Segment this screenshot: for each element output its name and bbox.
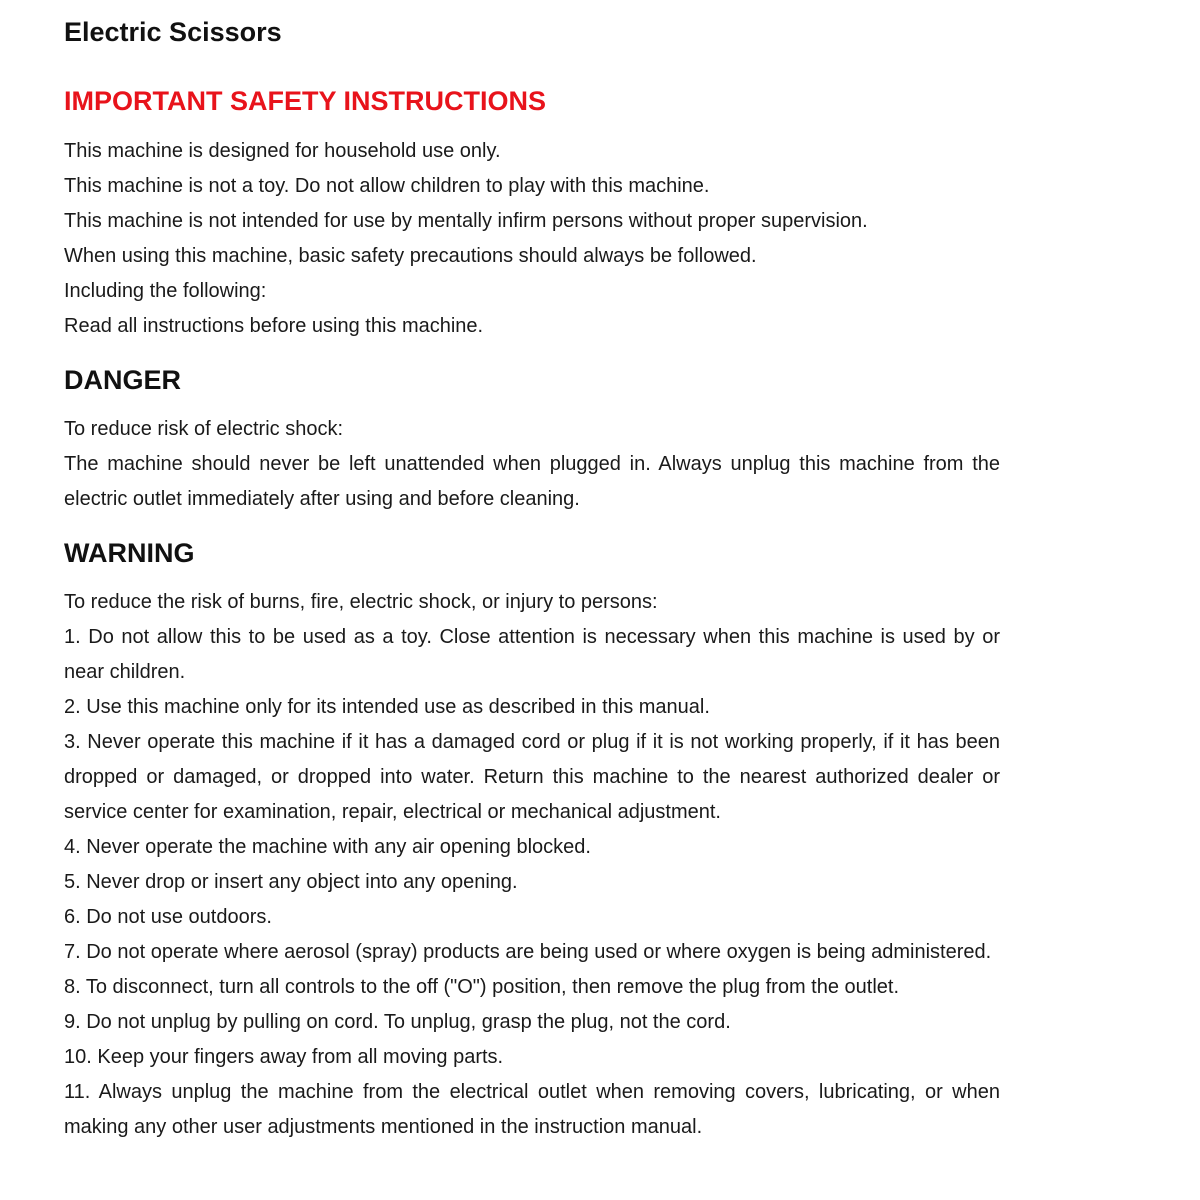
warning-item: 8. To disconnect, turn all controls to the off ("O") position, then remove the plug from the outlet. [64,976,900,998]
warning-item: 9. Do not unplug by pulling on cord. To unplug, grasp the plug, not the cord. [64,1011,731,1033]
intro-line: This machine is not intended for use by mentally infirm persons without proper supervision. [64,210,868,232]
warning-item: 1. Do not allow this to be used as a toy. Close attention is necessary when this machine is used by or near children. [64,626,1000,683]
intro-section [64,134,1000,344]
document-title: Electric Scissors [64,17,282,47]
warning-item: 10. Keep your fingers away from all moving parts. [64,1046,504,1068]
danger-section [64,412,1000,517]
warning-intro: To reduce the risk of burns, fire, electric shock, or injury to persons: [64,591,658,613]
warning-heading: WARNING [64,538,195,568]
danger-heading: DANGER [64,365,182,395]
manual-page [64,14,1000,1145]
warning-item: 3. Never operate this machine if it has a damaged cord or plug if it is not working properly, if it has been dropped or damaged, or dropped into water. Return this machine to the nearest authorized dealer or service center for examination, repair, electrical or mechanical adjustment. [64,731,1000,823]
danger-line: To reduce risk of electric shock: [64,418,343,440]
warning-item: 5. Never drop or insert any object into any opening. [64,871,518,893]
warning-section [64,585,1000,1145]
intro-line: Read all instructions before using this machine. [64,315,484,337]
warning-item: 2. Use this machine only for its intended use as described in this manual. [64,696,710,718]
warning-item: 7. Do not operate where aerosol (spray) products are being used or where oxygen is being administered. [64,941,992,963]
warning-item: 6. Do not use outdoors. [64,906,272,928]
intro-line: Including the following: [64,280,267,302]
warning-item: 4. Never operate the machine with any air opening blocked. [64,836,591,858]
intro-line: When using this machine, basic safety precautions should always be followed. [64,245,757,267]
danger-line: The machine should never be left unattended when plugged in. Always unplug this machine from the electric outlet immediately after using and before cleaning. [64,453,1000,510]
intro-line: This machine is designed for household use only. [64,140,501,162]
safety-instructions-heading: IMPORTANT SAFETY INSTRUCTIONS [64,86,547,116]
intro-line: This machine is not a toy. Do not allow children to play with this machine. [64,175,710,197]
warning-item: 11. Always unplug the machine from the electrical outlet when removing covers, lubricating, or when making any other user adjustments mentioned in the instruction manual. [64,1081,1000,1138]
